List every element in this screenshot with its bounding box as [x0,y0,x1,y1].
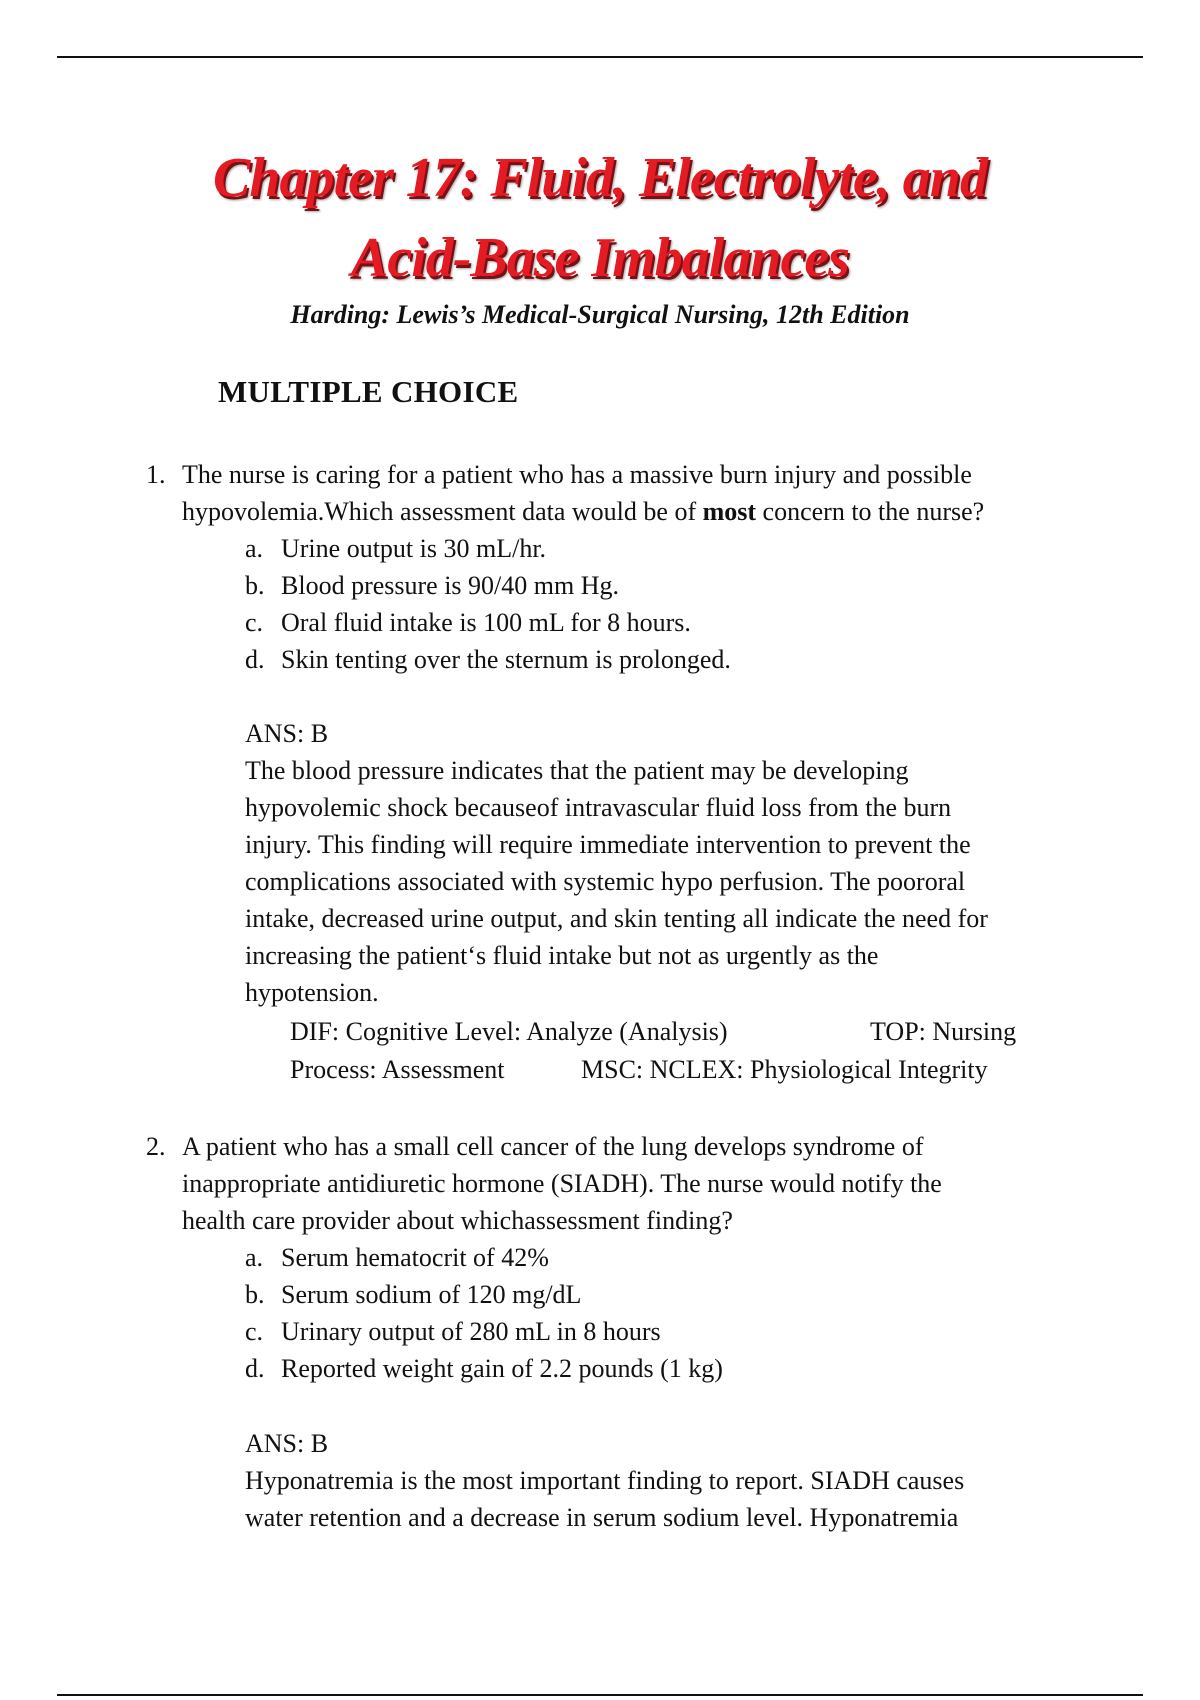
option-text: Blood pressure is 90/40 mm Hg. [281,571,619,600]
answer-key: ANS: B [245,719,329,748]
metadata-row [290,1051,1070,1089]
answer-options [245,1239,1126,1387]
section-heading: MULTIPLE CHOICE [218,374,519,409]
option-text: Reported weight gain of 2.2 pounds (1 kg) [281,1354,723,1383]
answer-key: ANS: B [245,1429,329,1458]
option-letter: a. [245,534,264,563]
option-letter: c. [245,1317,264,1346]
top-rule [57,56,1143,58]
question-stem [182,1128,1126,1239]
question-2 [146,1128,1126,1387]
question-number: 2. [146,1132,166,1161]
stem-line: health care provider about whichassessment finding? [182,1206,733,1235]
rationale-line: hypotension. [245,978,379,1007]
option-b [245,1276,1126,1313]
option-letter: c. [245,608,264,637]
rationale [245,752,1075,1011]
answer-block-2 [245,1425,1075,1536]
option-letter: b. [245,571,265,600]
option-d [245,641,1126,678]
stem-text: concern to the nurse? [756,497,985,526]
stem-line: The nurse is caring for a patient who has a massive burn injury and possible [182,460,972,489]
option-text: Serum sodium of 120 mg/dL [281,1280,582,1309]
option-text: Urine output is 30 mL/hr. [281,534,547,563]
rationale-line: Hyponatremia is the most important finding to report. SIADH causes [245,1466,965,1495]
rationale-line: The blood pressure indicates that the patient may be developing [245,756,909,785]
option-a [245,530,1126,567]
rationale-line: injury. This finding will require immediate intervention to prevent the [245,830,971,859]
answer-options [245,530,1126,678]
stem-emphasis: most [702,497,757,526]
stem-line: A patient who has a small cell cancer of the lung develops syndrome of [182,1132,924,1161]
answer-block-1 [245,715,1075,1011]
chapter-title-line-1: Chapter 17: Fluid, Electrolyte, and [213,147,987,209]
rationale [245,1462,1075,1536]
option-b [245,567,1126,604]
question-stem [182,456,1126,530]
question-1 [146,456,1126,678]
option-letter: d. [245,645,265,674]
option-a [245,1239,1126,1276]
stem-line: inappropriate antidiuretic hormone (SIADH). The nurse would notify the [182,1169,942,1198]
rationale-line: complications associated with systemic hypo perfusion. The poororal [245,867,966,896]
option-letter: a. [245,1243,264,1272]
book-subtitle: Harding: Lewis’s Medical-Surgical Nursing, 12th Edition [290,300,910,329]
option-text: Oral fluid intake is 100 mL for 8 hours. [281,608,691,637]
topic: TOP: Nursing [870,1017,1017,1046]
rationale-line: water retention and a decrease in serum sodium level. Hyponatremia [245,1503,959,1532]
stem-line [182,493,1126,530]
option-c [245,1313,1126,1350]
option-letter: d. [245,1354,265,1383]
option-text: Urinary output of 280 mL in 8 hours [281,1317,661,1346]
metadata-row [290,1013,1070,1051]
chapter-title-line-2: Acid-Base Imbalances [351,227,849,289]
rationale-line: intake, decreased urine output, and skin tenting all indicate the need for [245,904,988,933]
option-text: Serum hematocrit of 42% [281,1243,549,1272]
option-d [245,1350,1126,1387]
nursing-process: Process: Assessment [290,1055,505,1084]
bottom-rule [57,1694,1143,1696]
stem-text: hypovolemia.Which assessment data would be of [182,497,703,526]
question-number: 1. [146,460,166,489]
rationale-line: hypovolemic shock becauseof intravascular fluid loss from the burn [245,793,952,822]
option-c [245,604,1126,641]
question-metadata-1 [290,1013,1070,1089]
option-letter: b. [245,1280,265,1309]
msc-category: MSC: NCLEX: Physiological Integrity [581,1055,988,1084]
difficulty-level: DIF: Cognitive Level: Analyze (Analysis) [290,1017,728,1046]
rationale-line: increasing the patient‘s fluid intake but not as urgently as the [245,941,879,970]
option-text: Skin tenting over the sternum is prolonged. [281,645,731,674]
